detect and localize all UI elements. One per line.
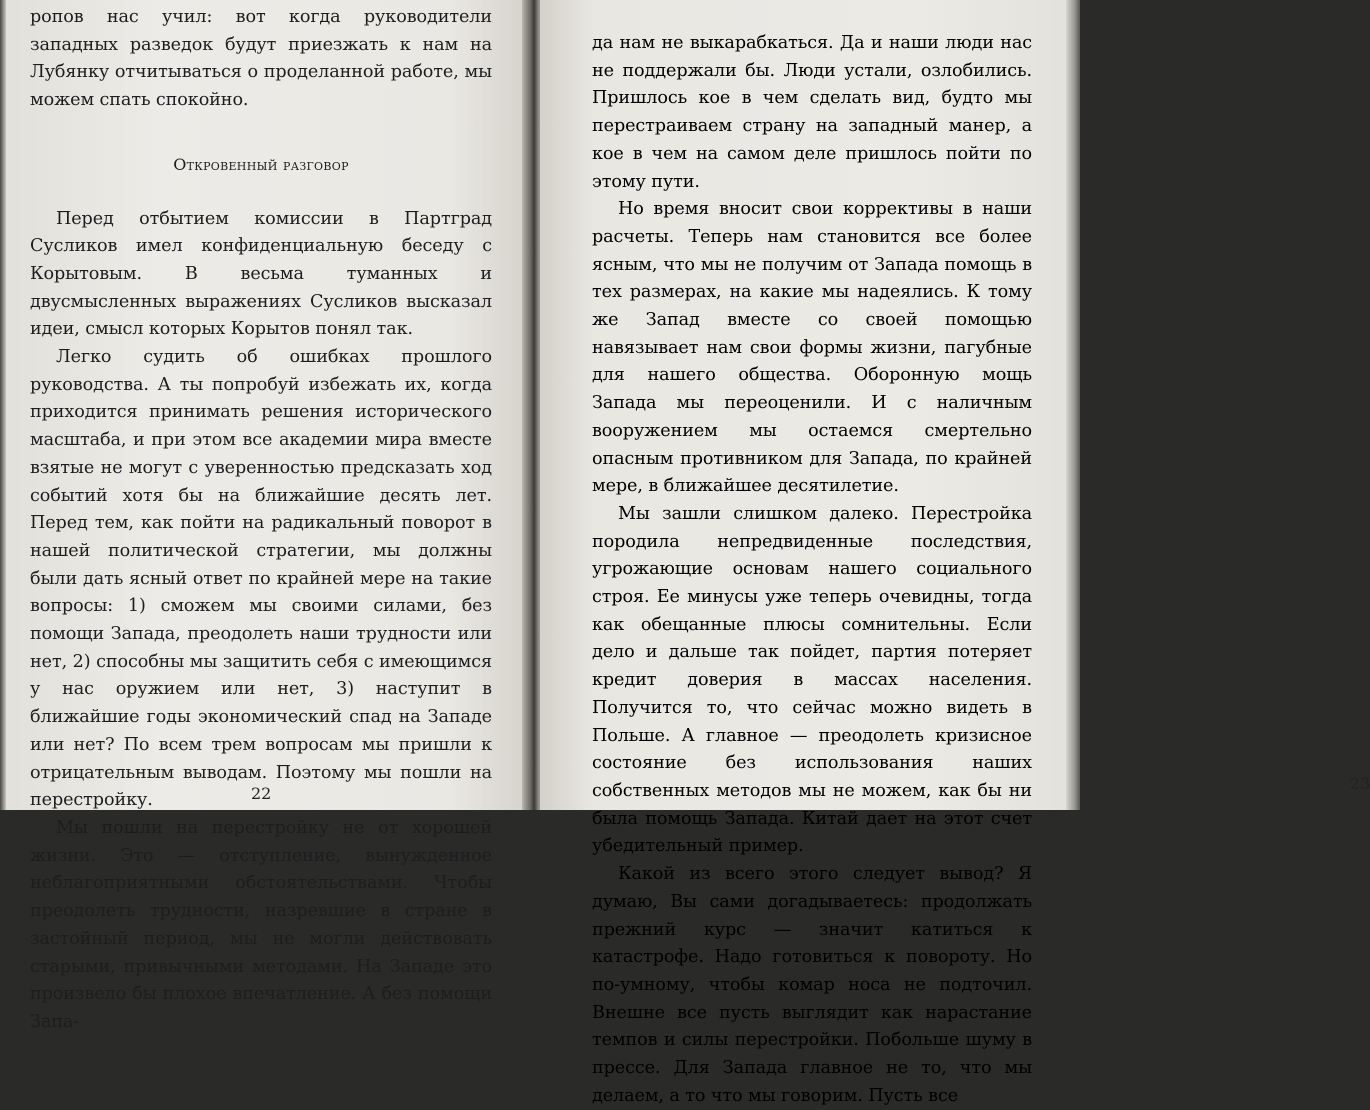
left-page-edge — [0, 0, 6, 810]
paragraph: Легко судить об ошибках прошлого руководства. А ты попробуй избежать их, когда приходится принимать решения исторического масштаба, и при этом все академии мира вместе взятые не могут с уверенностью предсказать ход событий хотя бы на ближайшие десять лет. Перед тем, как пойти на радикальный поворот в нашей политической стратегии, мы должны были дать ясный ответ по крайней мере на такие вопросы: 1) сможем мы своими силами, без помощи Запада, преодолеть наши трудности или нет, 2) способны мы защитить себя с имеющимся у нас оружием или нет, 3) наступит в ближайшие годы экономический спад на Западе или нет? По всем трем вопросам мы пришли к отрицательным выводам. Поэтому мы пошли на перестройку. — [30, 347, 492, 811]
right-page-edge — [1066, 0, 1080, 810]
page-number: 23 — [1350, 774, 1370, 793]
left-page — [0, 0, 527, 1032]
page-number: 22 — [251, 784, 272, 803]
paragraph: Какой из всего этого следует вывод? Я думаю, Вы сами догадываетесь: продолжать прежний курс — значит катиться к катастрофе. Надо готовиться к повороту. Но по-умному, чтобы комар носа не подточил. Внешне все пусть выглядит как нарастание темпов и силы перестройки. Побольше шуму в прессе. Для Запада главное не то, что мы делаем, а то что мы говорим. Пусть все — [592, 864, 1032, 1106]
paragraph: Перед отбытием комиссии в Партград Сусликов имел конфиденциальную беседу с Корытовым. В весьма туманных и двусмысленных выражениях Сусликов высказал идеи, смысл которых Корытов понял так. — [30, 208, 492, 340]
left-text-column — [30, 4, 492, 1037]
paragraph: ропов нас учил: вот когда руководители западных разведок будут приезжать к нам на Лубянку отчитываться о проделанной работе, мы можем спать спокойно. — [30, 7, 492, 111]
chapter-heading: Откровенный разговор — [173, 154, 349, 174]
paragraph: да нам не выкарабкаться. Да и наши люди нас не поддержали бы. Люди устали, озлобились. Пришлось кое в чем сделать вид, будто мы перестраиваем страну на западный манер, а кое в чем на самом деле пришлось пойти по этому пути. — [592, 33, 1032, 192]
paragraph: Но время вносит свои коррективы в наши расчеты. Теперь нам становится все более ясным, что мы не получим от Запада помощь в тех размерах, на какие мы надеялись. К тому же Запад вместе со своей помощью навязывает нам свои формы жизни, пагубные для нашего общества. Оборонную мощь Запада мы переоценили. И с наличным вооружением мы остаемся смертельно опасным противником для Запада, по крайней мере, в ближайшее десятилетие. — [592, 199, 1032, 497]
right-text-column — [592, 30, 1032, 1110]
paragraph: Мы пошли на перестройку не от хорошей жизни. Это — отступление, вынужденное неблагоприятными обстоятельствами. Чтобы преодолеть трудности, назревшие в стране в застойный период, мы не могли действовать старыми, привычными методами. На Западе это произвело бы плохое впечатление. А без помощи Запа- — [30, 817, 492, 1032]
paragraph: Мы зашли слишком далеко. Перестройка породила непредвиденные последствия, угрожающие основам нашего социального строя. Ее минусы уже теперь очевидны, тогда как обещанные плюсы сомнительны. Если дело и дальше так пойдет, партия потеряет кредит доверия в массах населения. Получится то, что сейчас можно видеть в Польше. А главное — преодолеть кризисное состояние без использования наших собственных методов мы не можем, как бы ни была помощь Запада. Китай дает на этот счет убедительный пример. — [592, 503, 1032, 857]
